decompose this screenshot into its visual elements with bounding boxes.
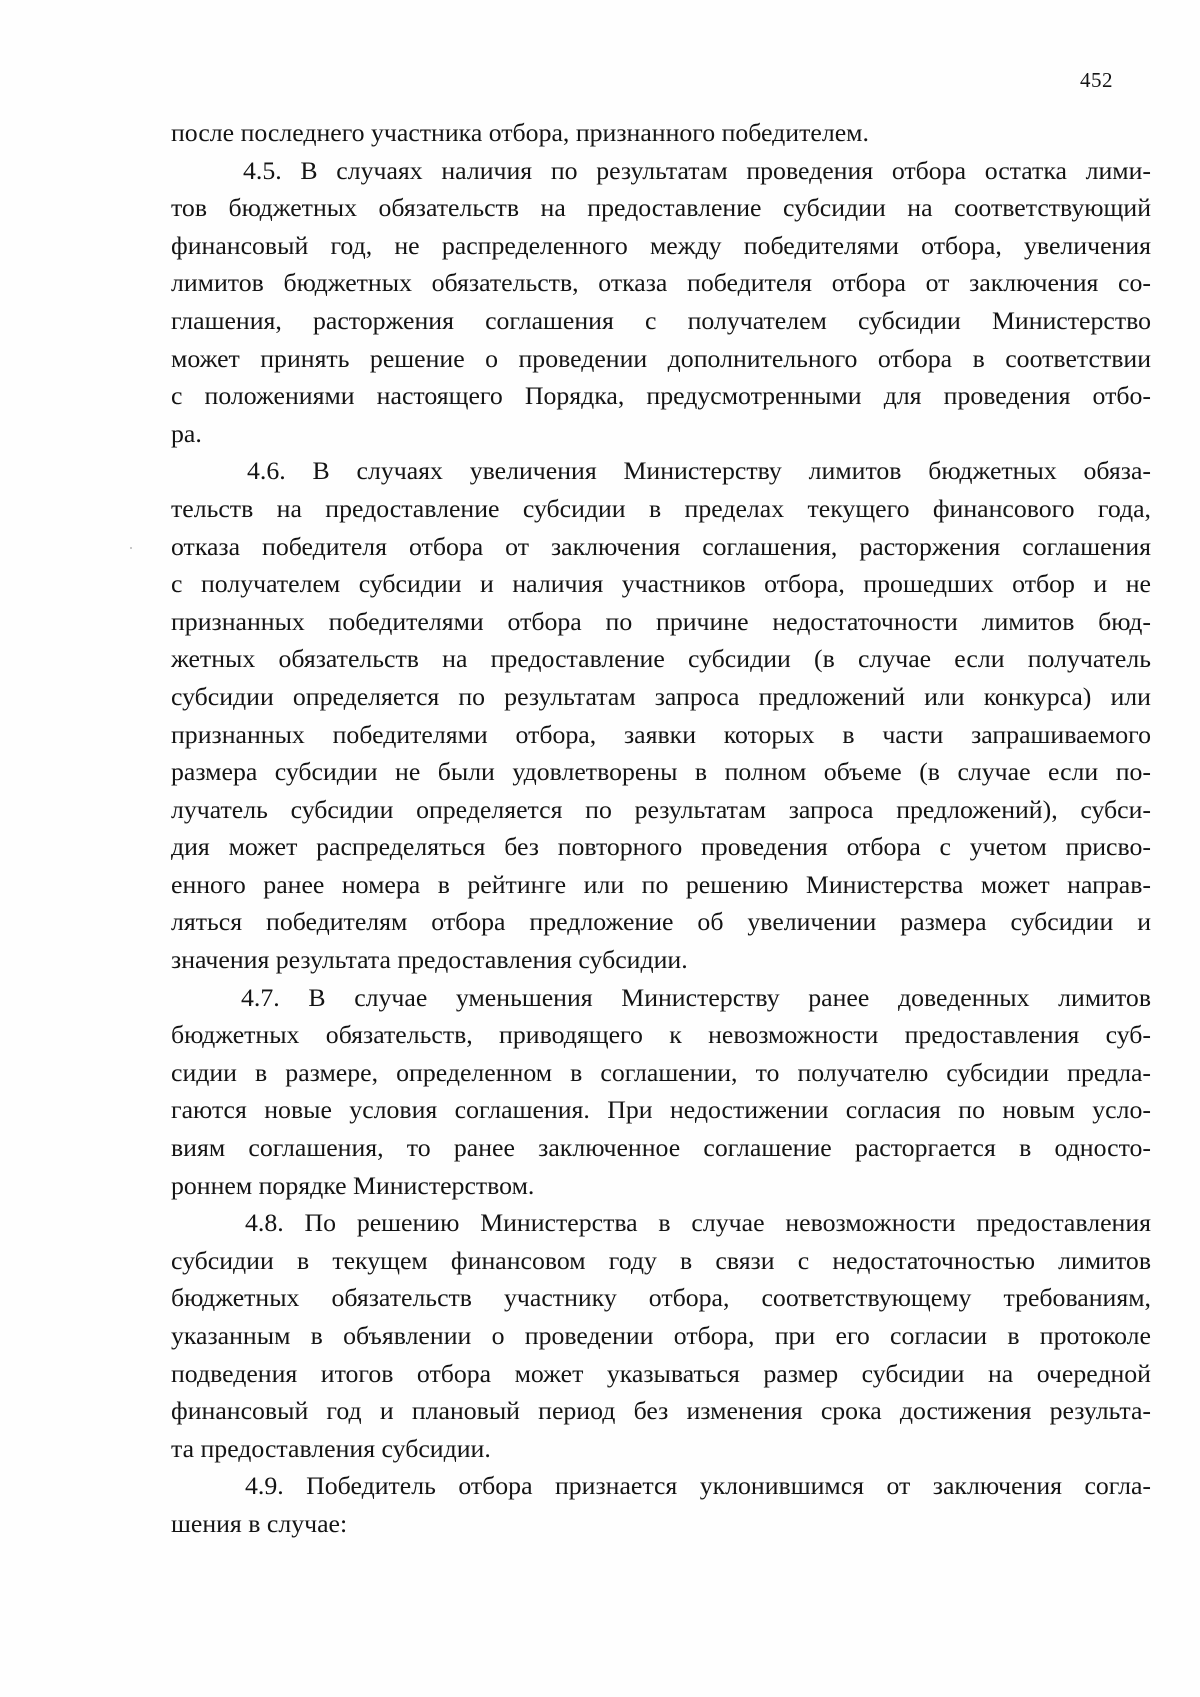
paragraph-4-5-first-line: 4.5. В случаях наличия по результатам проведения отбора остатка лими- [243,155,1151,185]
text-line: после последнего участника отбора, признанного победителем. [171,118,869,147]
text-line: роннем порядке Министерством. [171,1170,535,1200]
text-line: может принять решение о проведении дополнительного отбора в соответствии [171,343,1151,373]
text-line: та предоставления субсидии. [171,1433,491,1463]
text-line: енного ранее номера в рейтинге или по решению Министерства может направ- [171,869,1151,899]
paragraph-4-7-first-line: 4.7. В случае уменьшения Министерству ранее доведенных лимитов [241,982,1151,1012]
text-line: ра. [171,418,202,448]
paragraph-4-6-first-line: 4.6. В случаях увеличения Министерству лимитов бюджетных обяза- [247,456,1151,486]
text-line: дия может распределяться без повторного проведения отбора с учетом присво- [171,832,1151,862]
text-line: отказа победителя отбора от заключения соглашения, расторжения соглашения [171,531,1151,561]
text-line: признанных победителями отбора по причине недостаточности лимитов бюд- [171,606,1151,636]
text-line: лимитов бюджетных обязательств, отказа победителя отбора от заключения со- [171,268,1151,298]
text-line: значения результата предоставления субсидии. [171,945,688,975]
text-line: бюджетных обязательств участнику отбора, соответствующему требованиям, [171,1283,1151,1313]
text-line: ляться победителям отбора предложение об увеличении размера субсидии и [171,907,1151,937]
text-line: субсидии в текущем финансовом году в связи с недостаточностью лимитов [171,1245,1151,1275]
text-line: лучатель субсидии определяется по результатам запроса предложений), субси- [171,794,1151,824]
paragraph-4-8-first-line: 4.8. По решению Министерства в случае невозможности предоставления [245,1208,1151,1238]
page-number: 452 [1080,68,1113,92]
text-line: виям соглашения, то ранее заключенное соглашение расторгается в односто- [171,1133,1151,1163]
scan-artifact [130,547,132,549]
text-line: с получателем субсидии и наличия участников отбора, прошедших отбор и не [171,569,1151,599]
body-text [171,114,1151,1543]
text-line: тельств на предоставление субсидии в пределах текущего финансового года, [171,493,1151,523]
text-line: указанным в объявлении о проведении отбора, при его согласии в протоколе [171,1321,1151,1350]
text-line: бюджетных обязательств, приводящего к невозможности предоставления суб- [171,1020,1151,1050]
text-line: жетных обязательств на предоставление субсидии (в случае если получатель [171,644,1151,674]
text-line: гаются новые условия соглашения. При недостижении согласия по новым усло- [171,1095,1151,1125]
text-line: сидии в размере, определенном в соглашении, то получателю субсидии предла- [171,1057,1151,1087]
text-line: подведения итогов отбора может указываться размер субсидии на очередной [171,1358,1151,1388]
text-line: финансовый год, не распределенного между победителями отбора, увеличения [171,230,1151,260]
text-line: субсидии определяется по результатам запроса предложений или конкурса) или [171,681,1151,711]
text-line: признанных победителями отбора, заявки которых в части запрашиваемого [171,719,1151,749]
text-line: шения в случае: [171,1508,348,1538]
text-line: с положениями настоящего Порядка, предусмотренными для проведения отбо- [171,381,1151,411]
text-line: тов бюджетных обязательств на предоставление субсидии на соответствующий [171,193,1151,223]
paragraph-4-9-first-line: 4.9. Победитель отбора признается уклонившимся от заключения согла- [245,1471,1151,1501]
text-line: финансовый год и плановый период без изменения срока достижения результа- [171,1396,1151,1426]
text-line: размера субсидии не были удовлетворены в полном объеме (в случае если по- [171,757,1151,787]
text-line: глашения, расторжения соглашения с получателем субсидии Министерство [171,305,1151,335]
